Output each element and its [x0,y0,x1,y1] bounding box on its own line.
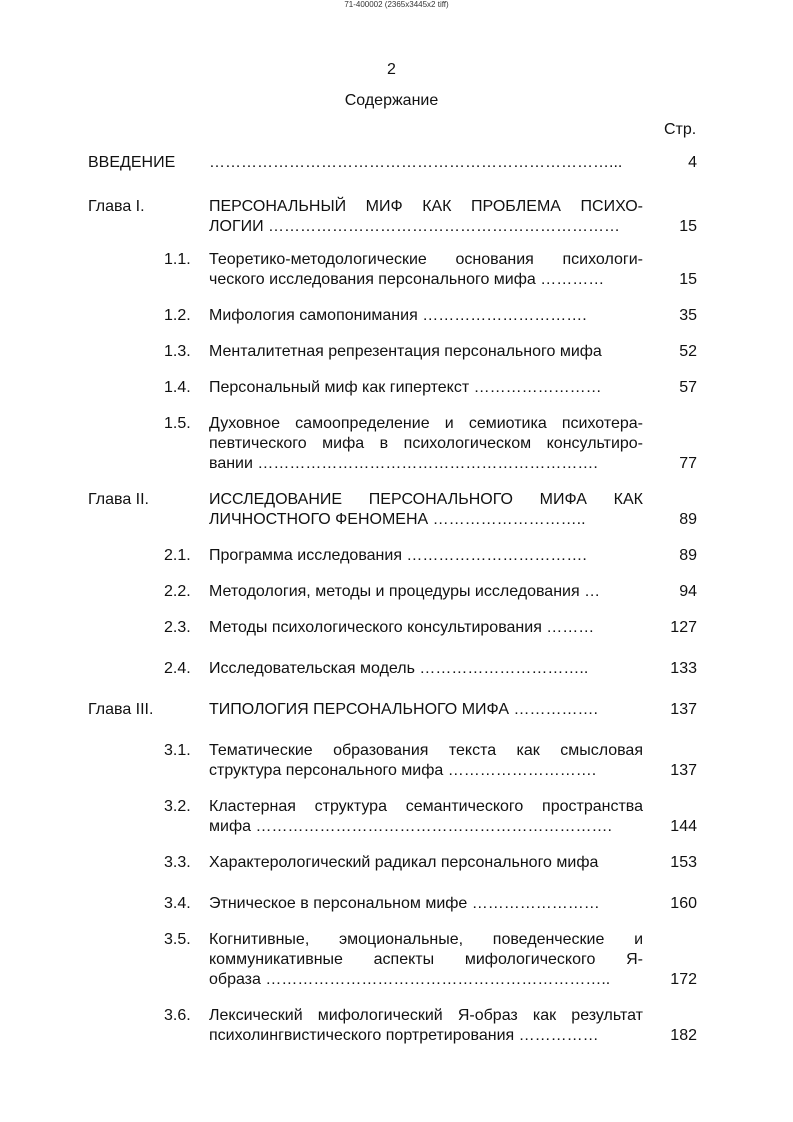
toc-entry-title-line: певтического мифа в психологическом консультиро- [209,435,643,452]
toc-entry-page: 127 [670,619,697,636]
toc-entry-title [209,153,643,173]
toc-entry-title [209,306,643,326]
toc-entry-title [209,1006,643,1046]
toc-entry-label: Глава II. [88,491,149,508]
toc-entry-page: 172 [670,971,697,988]
scan-header-mark: 71-400002 (2365x3445x2 tiff) [344,0,449,9]
toc-entry-title-line: ЛИЧНОСТНОГО ФЕНОМЕНА ……………………….. [209,511,586,528]
toc-entry-title-line: Когнитивные, эмоциональные, поведенческие и [209,931,643,948]
toc-entry-title [209,930,643,990]
page-title: Содержание [344,92,439,109]
toc-entry-label: 3.4. [164,895,191,912]
toc-entry-label: 1.1. [164,251,191,268]
toc-entry-label: 1.4. [164,379,191,396]
toc-entry-title-line: Характерологический радикал персонального мифа [209,854,599,871]
toc-entry-label: 1.2. [164,307,191,324]
toc-entry-label: 3.6. [164,1007,191,1024]
toc-entry-page: 144 [670,818,697,835]
toc-entry-page: 153 [670,854,697,871]
toc-entry-title [209,342,643,362]
toc-entry-title [209,797,643,837]
toc-entry-title [209,582,643,602]
toc-entry-title [209,378,643,398]
toc-entry-title-line: Методы психологического консультирования ……… [209,619,595,636]
toc-entry-label: 3.2. [164,798,191,815]
toc-entry-title-line: Исследовательская модель ………………………….. [209,660,589,677]
toc-entry-title [209,700,643,720]
toc-entry-title [209,490,643,530]
toc-entry-label: 2.3. [164,619,191,636]
toc-entry-title-line: Мифология самопонимания …………………………. [209,307,587,324]
toc-entry-label: Глава I. [88,198,145,215]
toc-entry-title [209,741,643,781]
toc-entry-label: 3.1. [164,742,191,759]
toc-entry-page: 15 [679,218,697,235]
toc-entry-title-line: вании ………………………………………………………. [209,455,598,472]
toc-entry-page: 160 [670,895,697,912]
toc-entry-title-line: ПЕРСОНАЛЬНЫЙ МИФ КАК ПРОБЛЕМА ПСИХО- [209,198,643,215]
toc-entry-title [209,197,643,237]
toc-entry-page: 15 [679,271,697,288]
toc-entry-title-line: Тематические образования текста как смысловая [209,742,643,759]
toc-entry-page: 35 [679,307,697,324]
toc-entry-title-line: мифа …………………………………………………………. [209,818,612,835]
page-column-header: Стр. [664,121,697,138]
toc-entry-title-line: Духовное самоопределение и семиотика психотера- [209,415,643,432]
toc-entry-page: 94 [679,583,697,600]
toc-entry-title [209,853,643,873]
toc-entry-title-line: Методология, методы и процедуры исследования … [209,583,601,600]
toc-entry-title-line: Менталитетная репрезентация персонального мифа [209,343,602,360]
toc-entry-title-line: ИССЛЕДОВАНИЕ ПЕРСОНАЛЬНОГО МИФА КАК [209,491,643,508]
toc-entry-page: 89 [679,547,697,564]
toc-entry-title-line: Программа исследования ……………………………. [209,547,587,564]
toc-entry-label: 3.5. [164,931,191,948]
toc-entry-label: 1.5. [164,415,191,432]
toc-entry-title [209,618,643,638]
toc-entry-title [209,250,643,290]
toc-entry-title-line: ТИПОЛОГИЯ ПЕРСОНАЛЬНОГО МИФА ……………. [209,701,598,718]
toc-entry-page: 89 [679,511,697,528]
toc-entry-title-line: Персональный миф как гипертекст …………………… [209,379,602,396]
toc-entry-title-line: ческого исследования персонального мифа ………… [209,271,605,288]
toc-entry-page: 133 [670,660,697,677]
toc-entry-title-line: психолингвистического портретирования …………… [209,1027,599,1044]
toc-entry-page: 4 [688,154,697,171]
toc-entry-label: 2.1. [164,547,191,564]
toc-entry-page: 52 [679,343,697,360]
toc-entry-page: 137 [670,701,697,718]
toc-entry-label: 1.3. [164,343,191,360]
toc-entry-title-line: Лексический мифологический Я-образ как результат [209,1007,643,1024]
toc-entry-title [209,894,643,914]
toc-entry-title-line: …………………………………………………………………... [209,154,623,171]
toc-entry-page: 57 [679,379,697,396]
toc-entry-page: 137 [670,762,697,779]
toc-entry-title-line: Теоретико-методологические основания психологи- [209,251,643,268]
toc-entry-label: ВВЕДЕНИЕ [88,154,176,171]
toc-entry-title-line: структура персонального мифа ………………………. [209,762,597,779]
toc-entry-label: 2.2. [164,583,191,600]
toc-entry-label: 2.4. [164,660,191,677]
toc-entry-title [209,414,643,474]
toc-entry-title-line: Этническое в персональном мифе …………………… [209,895,600,912]
toc-entry-title-line: коммуникативные аспекты мифологического Я- [209,951,643,968]
toc-entry-title [209,546,643,566]
toc-entry-page: 77 [679,455,697,472]
toc-entry-label: 3.3. [164,854,191,871]
toc-entry-title-line: образа ……………………………………………………….. [209,971,611,988]
toc-entry-title-line: ЛОГИИ ………………………………………………………… [209,218,621,235]
page-number: 2 [387,61,396,78]
toc-entry-title-line: Кластерная структура семантического пространства [209,798,643,815]
toc-entry-title [209,659,643,679]
toc-entry-label: Глава III. [88,701,154,718]
toc-entry-page: 182 [670,1027,697,1044]
